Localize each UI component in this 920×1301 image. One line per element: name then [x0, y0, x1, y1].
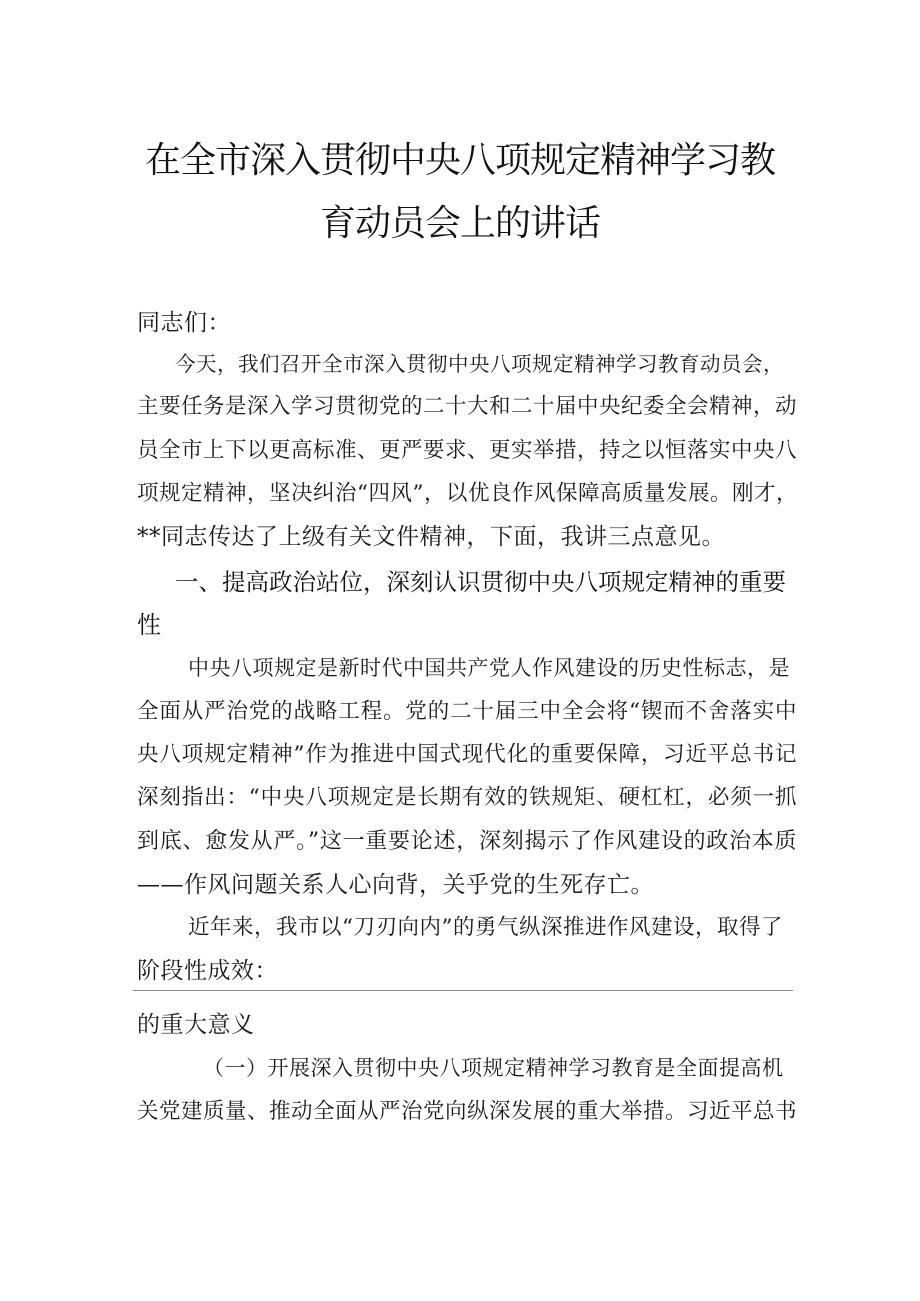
salutation: 同志们： [137, 310, 231, 336]
paragraph-line: ——作风问题关系人心向背，关乎党的生死存亡。 [137, 872, 654, 898]
paragraph-line: 阶段性成效： [137, 958, 278, 984]
intro-line: 今天，我们召开全市深入贯彻中央八项规定精神学习教育动员会， [175, 352, 784, 376]
intro-line: 员全市上下以更高标准、更严要求、更实举措，持之以恒落实中央八 [137, 438, 798, 463]
intro-line: **同志传达了上级有关文件精神，下面，我讲三点意见。 [137, 524, 725, 550]
paragraph-line: 央八项规定精神”作为推进中国式现代化的重要保障，习近平总书记 [137, 742, 797, 767]
section-heading-line-2: 性 [137, 611, 161, 639]
subsection-line: （一）开展深入贯彻中央八项规定精神学习教育是全面提高机 [203, 1056, 784, 1080]
page-divider [133, 990, 793, 991]
subsection-line: 关党建质量、推动全面从严治党向纵深发展的重大举措。习近平总书 [137, 1099, 798, 1124]
document-title-line-1: 在全市深入贯彻中央八项规定精神学习教 [144, 140, 775, 181]
paragraph-line: 近年来，我市以“刀刃向内”的勇气纵深推进作风建设，取得了 [188, 915, 783, 940]
intro-line: 主要任务是深入学习贯彻党的二十大和二十届中央纪委全会精神，动 [137, 394, 798, 419]
paragraph-line: 全面从严治党的战略工程。党的二十届三中全会将“锲而不舍落实中 [137, 699, 797, 724]
section-heading-line-1: 一、提高政治站位，深刻认识贯彻中央八项规定精神的重要 [175, 568, 786, 596]
paragraph-line: 中央八项规定是新时代中国共产党人作风建设的历史性标志，是 [188, 656, 790, 680]
document-title-line-2: 育动员会上的讲话 [319, 203, 600, 244]
paragraph-line: 深刻指出：“中央八项规定是长期有效的铁规矩、硬杠杠，必须一抓 [137, 785, 797, 810]
intro-line: 项规定精神，坚决纠治“四风”，以优良作风保障高质量发展。刚才， [137, 481, 798, 506]
continuation-fragment: 的重大意义 [137, 1012, 255, 1038]
paragraph-line: 到底、愈发从严。”这一重要论述，深刻揭示了作风建设的政治本质 [137, 829, 797, 854]
